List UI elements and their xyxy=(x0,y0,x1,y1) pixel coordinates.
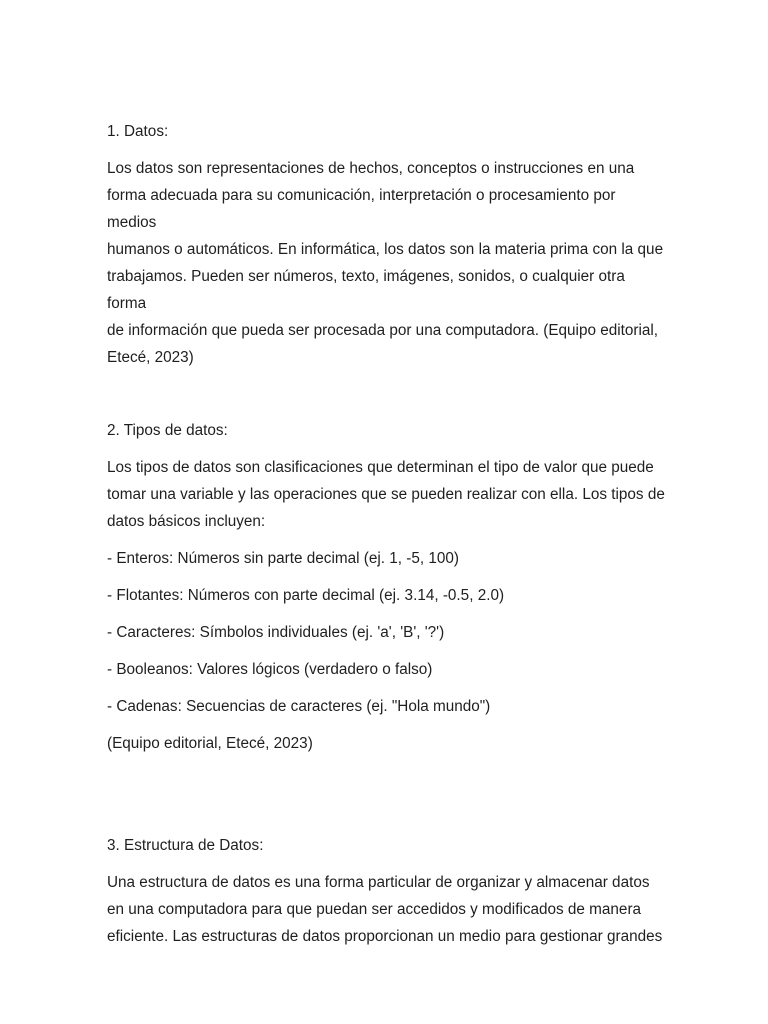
section-2-citation: (Equipo editorial, Etecé, 2023) xyxy=(107,735,313,752)
section-2-heading: 2. Tipos de datos: xyxy=(107,422,228,439)
section-3-body: Una estructura de datos es una forma particular de organizar y almacenar datos en una computadora para que puedan ser accedidos y modificados de manera eficiente. Las estructuras de datos proporcionan un medio para gestionar grandes xyxy=(107,874,663,945)
list-item: - Enteros: Números sin parte decimal (ej. 1, -5, 100) xyxy=(107,550,459,567)
section-1-heading: 1. Datos: xyxy=(107,123,169,140)
section-3-heading: 3. Estructura de Datos: xyxy=(107,837,264,854)
list-item: - Flotantes: Números con parte decimal (ej. 3.14, -0.5, 2.0) xyxy=(107,587,505,604)
section-2-body: Los tipos de datos son clasificaciones que determinan el tipo de valor que puede tomar una variable y las operaciones que se pueden realizar con ella. Los tipos de datos básicos incluyen: xyxy=(107,459,665,530)
list-item: - Cadenas: Secuencias de caracteres (ej. "Hola mundo") xyxy=(107,698,491,715)
list-item: - Booleanos: Valores lógicos (verdadero o falso) xyxy=(107,661,433,678)
document-page xyxy=(107,118,667,950)
list-item: - Caracteres: Símbolos individuales (ej. 'a', 'B', '?') xyxy=(107,624,445,641)
section-1-body: Los datos son representaciones de hechos, conceptos o instrucciones en una forma adecuada para su comunicación, interpretación o procesamiento por medios humanos o automáticos. En informática, los datos son la materia prima con la que trabajamos. Pueden ser números, texto, imágenes, sonidos, o cualquier otra forma de información que pueda ser procesada por una computadora. (Equipo editorial, Etecé, 2023) xyxy=(107,160,664,366)
